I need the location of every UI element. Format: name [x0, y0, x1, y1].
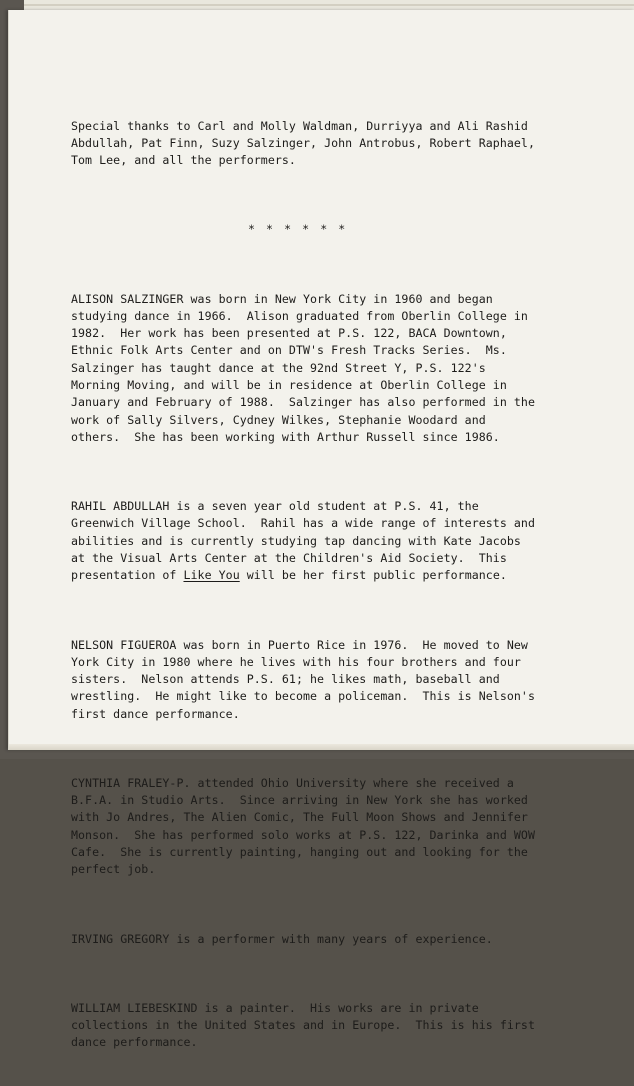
text-line: dance performance. — [71, 1035, 198, 1050]
text-line: IRVING GREGORY is a performer with many years of experience. — [71, 931, 493, 946]
bio-alison-salzinger — [71, 291, 611, 447]
document-text — [71, 83, 611, 1086]
bio-william-liebeskind — [71, 1000, 611, 1052]
text-line-suffix: will be her first public performance. — [239, 568, 507, 583]
text-line: 1982. Her work has been presented at P.S. 122, BACA Downtown, — [71, 326, 507, 341]
text-line: Monson. She has performed solo works at P.S. 122, Darinka and WOW — [71, 827, 535, 842]
text-line: perfect job. — [71, 862, 156, 877]
bio-nelson-figueroa — [71, 637, 611, 723]
text-line: January and February of 1988. Salzinger has also performed in the — [71, 395, 535, 410]
text-line: CYNTHIA FRALEY-P. attended Ohio University where she received a — [71, 775, 514, 790]
text-line: Ethnic Folk Arts Center and on DTW's Fresh Tracks Series. Ms. — [71, 343, 507, 358]
text-line: ALISON SALZINGER was born in New York City in 1960 and began — [71, 291, 493, 306]
text-line: RAHIL ABDULLAH is a seven year old student at P.S. 41, the — [71, 499, 479, 514]
bio-irving-gregory — [71, 931, 611, 948]
bio-cynthia-fraley — [71, 775, 611, 879]
text-line: B.F.A. in Studio Arts. Since arriving in New York she has worked — [71, 793, 528, 808]
text-line: Abdullah, Pat Finn, Suzy Salzinger, John Antrobus, Robert Raphael, — [71, 135, 535, 150]
text-line: at the Visual Arts Center at the Children's Aid Society. This — [71, 551, 507, 566]
text-line: others. She has been working with Arthur Russell since 1986. — [71, 429, 500, 444]
text-line: Special thanks to Carl and Molly Waldman, Durriyya and Ali Rashid — [71, 118, 528, 133]
text-line: work of Sally Silvers, Cydney Wilkes, Stephanie Woodard and — [71, 412, 486, 427]
text-line: Morning Moving, and will be in residence at Oberlin College in — [71, 378, 507, 393]
text-line: Cafe. She is currently painting, hanging out and looking for the — [71, 845, 528, 860]
work-title: Like You — [183, 568, 240, 583]
text-line: Salzinger has taught dance at the 92nd Street Y, P.S. 122's — [71, 360, 486, 375]
text-line: abilities and is currently studying tap dancing with Kate Jacobs — [71, 533, 521, 548]
bio-rahil-abdullah — [71, 498, 611, 584]
text-line: first dance performance. — [71, 706, 240, 721]
text-line: Greenwich Village School. Rahil has a wide range of interests and — [71, 516, 535, 531]
text-line: with Jo Andres, The Alien Comic, The Full Moon Shows and Jennifer — [71, 810, 528, 825]
text-line: wrestling. He might like to become a policeman. This is Nelson's — [71, 689, 535, 704]
text-line: sisters. Nelson attends P.S. 61; he likes math, baseball and — [71, 672, 500, 687]
section-separator: * * * * * * — [248, 222, 346, 237]
text-line: Tom Lee, and all the performers. — [71, 153, 296, 168]
text-line: NELSON FIGUEROA was born in Puerto Rice in 1976. He moved to New — [71, 637, 528, 652]
text-line: York City in 1980 where he lives with his four brothers and four — [71, 654, 521, 669]
acknowledgements-paragraph — [71, 118, 611, 170]
text-line-prefix: presentation of — [71, 568, 184, 583]
text-line: collections in the United States and in Europe. This is his first — [71, 1018, 535, 1033]
text-line: WILLIAM LIEBESKIND is a painter. His works are in private — [71, 1000, 479, 1015]
text-line: studying dance in 1966. Alison graduated from Oberlin College in — [71, 308, 528, 323]
